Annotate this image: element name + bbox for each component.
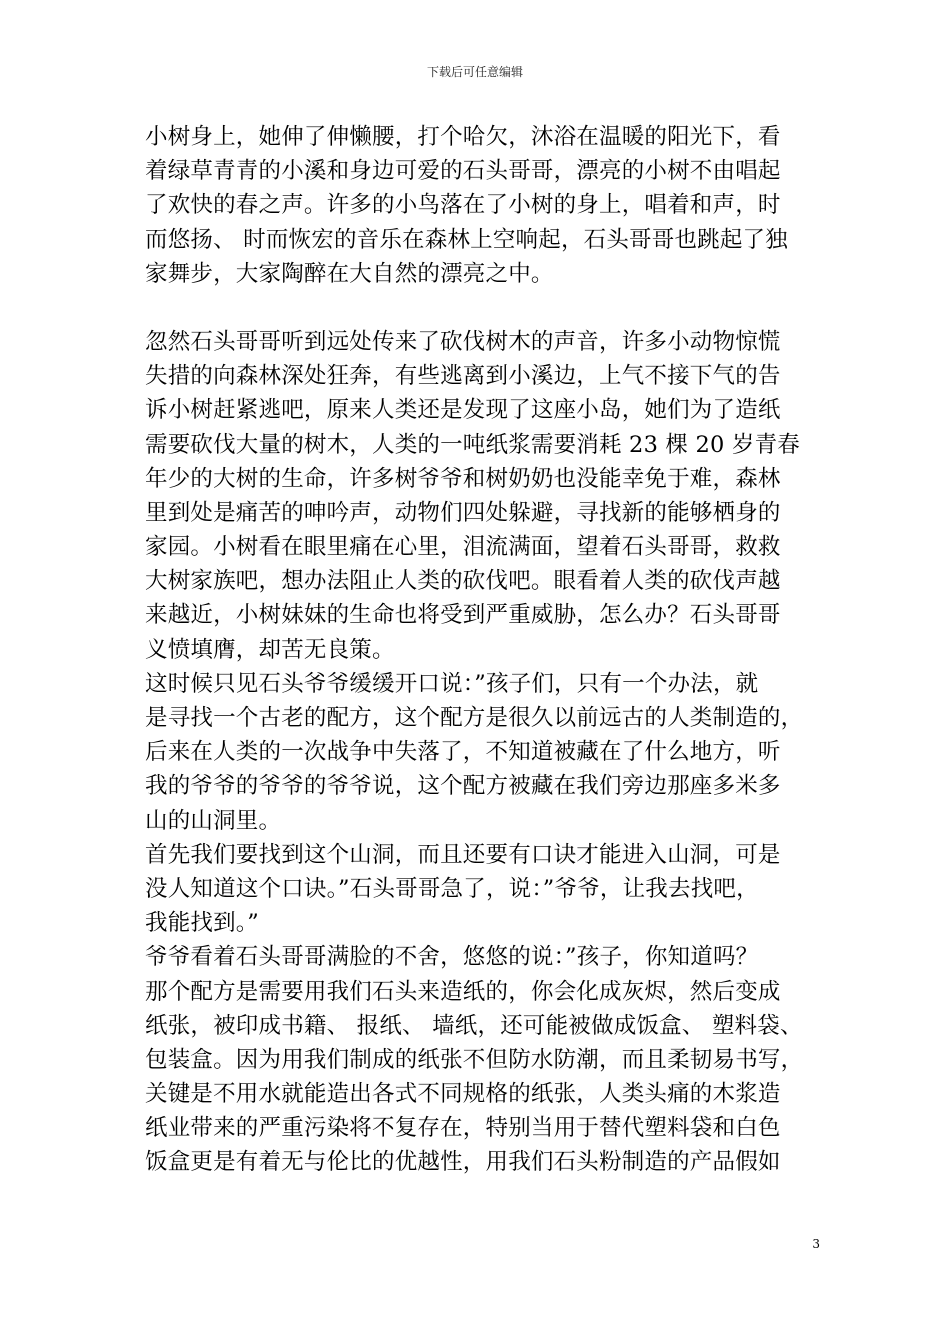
text-line: 忽然石头哥哥听到远处传来了砍伐树木的声音，许多小动物惊慌 [145, 328, 781, 355]
text-line: 里到处是痛苦的呻吟声，动物们四处躲避，寻找新的能够栖身的 [145, 499, 781, 526]
text-line: 小树身上，她伸了伸懒腰，打个哈欠，沐浴在温暖的阳光下，看 [145, 124, 781, 150]
paragraph [145, 120, 825, 291]
page-number: 3 [812, 1237, 820, 1251]
page-header: 下载后可任意编辑 [426, 65, 523, 79]
paragraph-gap [145, 291, 825, 325]
text-line: 后来在人类的一次战争中失落了，不知道被藏在了什么地方，听 [145, 739, 781, 766]
text-line: 诉小树赶紧逃吧，原来人类还是发现了这座小岛，她们为了造纸 [145, 397, 781, 424]
text-line: 失措的向森林深处狂奔，有些逃离到小溪边，上气不接下气的告 [145, 363, 781, 390]
text-line: 而悠扬、 时而恢宏的音乐在森林上空响起，石头哥哥也跳起了独 [145, 226, 788, 253]
paragraph [145, 940, 825, 1179]
paragraph [145, 325, 825, 667]
text-line: 纸业带来的严重污染将不复存在，特别当用于替代塑料袋和白色 [145, 1115, 781, 1142]
text-line: 来越近，小树妹妹的生命也将受到严重威胁，怎么办？石头哥哥 [145, 602, 781, 629]
text-line: 需要砍伐大量的树木，人类的一吨纸浆需要消耗 23 棵 20 岁青春 [145, 431, 800, 458]
document-body [145, 120, 825, 1180]
text-line: 大树家族吧，想办法阻止人类的砍伐吧。眼看着人类的砍伐声越 [145, 568, 781, 595]
text-line: 首先我们要找到这个山洞，而且还要有口诀才能进入山洞，可是 [145, 841, 781, 868]
text-line: 家园。小树看在眼里痛在心里，泪流满面，望着石头哥哥，救救 [145, 534, 781, 561]
text-line: 爷爷看着石头哥哥满脸的不舍，悠悠的说：”孩子，你知道吗？ [145, 944, 759, 971]
text-line: 这时候只见石头爷爷缓缓开口说：”孩子们，只有一个办法，就 [145, 670, 759, 697]
paragraph [145, 838, 825, 941]
text-line: 着绿草青青的小溪和身边可爱的石头哥哥，漂亮的小树不由唱起 [145, 158, 781, 185]
text-line: 饭盒更是有着无与伦比的优越性，用我们石头粉制造的产品假如 [145, 1149, 781, 1176]
text-line: 义愤填膺，却苦无良策。 [145, 636, 395, 663]
text-line: 家舞步，大家陶醉在大自然的漂亮之中。 [145, 260, 554, 287]
paragraph [145, 667, 825, 838]
text-line: 年少的大树的生命，许多树爷爷和树奶奶也没能幸免于难，森林 [145, 465, 781, 492]
text-line: 是寻找一个古老的配方，这个配方是很久以前远古的人类制造的， [145, 705, 804, 731]
text-line: 了欢快的春之声。许多的小鸟落在了小树的身上，唱着和声，时 [145, 192, 781, 219]
text-line: 我能找到。” [145, 910, 259, 937]
text-line: 那个配方是需要用我们石头来造纸的，你会化成灰烬，然后变成 [145, 978, 781, 1005]
text-line: 没人知道这个口诀。”石头哥哥急了，说：”爷爷，让我去找吧， [145, 875, 759, 902]
text-line: 山的山洞里。 [145, 807, 282, 834]
text-line: 纸张，被印成书籍、 报纸、 墙纸，还可能被做成饭盒、 塑料袋、 [145, 1012, 803, 1039]
text-line: 包装盒。因为用我们制成的纸张不但防水防潮，而且柔韧易书写， [145, 1046, 804, 1073]
text-line: 关键是不用水就能造出各式不同规格的纸张，人类头痛的木浆造 [145, 1081, 781, 1108]
text-line: 我的爷爷的爷爷的爷爷说，这个配方被藏在我们旁边那座多米多 [145, 773, 781, 800]
